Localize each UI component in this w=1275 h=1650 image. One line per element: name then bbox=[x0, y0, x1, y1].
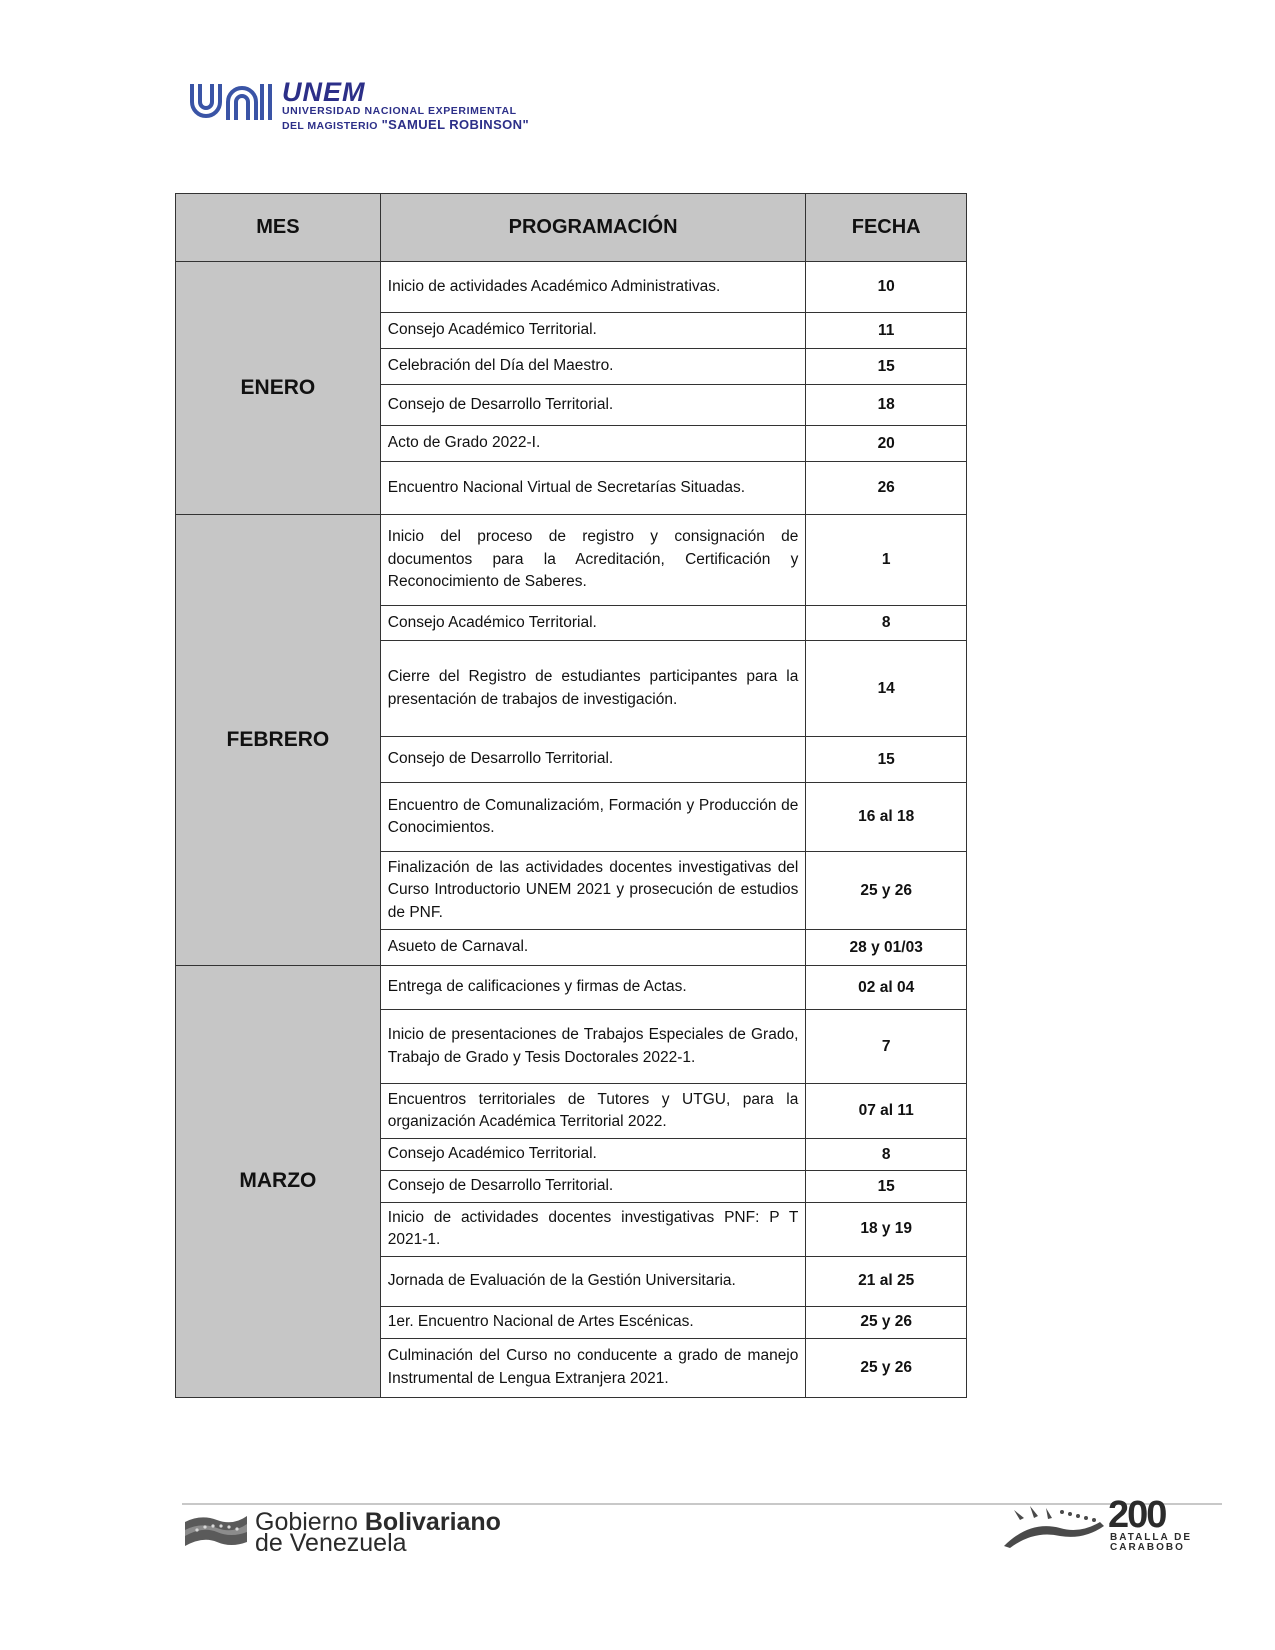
fecha-cell: 11 bbox=[806, 313, 967, 349]
fecha-cell: 10 bbox=[806, 262, 967, 313]
fecha-cell: 26 bbox=[806, 462, 967, 515]
logo-wordmark: UNEM bbox=[282, 77, 366, 107]
fecha-cell: 20 bbox=[806, 426, 967, 462]
programacion-cell: Encuentros territoriales de Tutores y UTGU, para la organización Académica Territorial 2022. bbox=[380, 1084, 806, 1139]
fecha-cell: 07 al 11 bbox=[806, 1084, 967, 1139]
header-programacion: PROGRAMACIÓN bbox=[380, 194, 806, 262]
table-header-row bbox=[176, 194, 967, 262]
programacion-cell: Consejo Académico Territorial. bbox=[380, 1139, 806, 1171]
gobierno-bolivariano-logo bbox=[183, 1508, 603, 1557]
programacion-cell: 1er. Encuentro Nacional de Artes Escénicas. bbox=[380, 1306, 806, 1338]
gob-word-gobierno: Gobierno bbox=[255, 1508, 358, 1536]
fecha-cell: 1 bbox=[806, 515, 967, 606]
calendar-body bbox=[176, 262, 967, 1398]
fecha-cell: 18 y 19 bbox=[806, 1203, 967, 1257]
horse-emblem-icon bbox=[1000, 1500, 1110, 1550]
flag-icon bbox=[183, 1508, 249, 1554]
programacion-cell: Consejo de Desarrollo Territorial. bbox=[380, 737, 806, 783]
gob-line-2: de Venezuela bbox=[255, 1529, 407, 1557]
logo-line-2-name: "SAMUEL ROBINSON" bbox=[381, 117, 530, 132]
table-row bbox=[176, 262, 967, 313]
programacion-cell: Consejo Académico Territorial. bbox=[380, 313, 806, 349]
programacion-cell: Cierre del Registro de estudiantes participantes para la presentación de trabajos de investigación. bbox=[380, 641, 806, 737]
month-cell: MARZO bbox=[176, 966, 381, 1398]
programacion-cell: Consejo de Desarrollo Territorial. bbox=[380, 385, 806, 426]
fecha-cell: 25 y 26 bbox=[806, 852, 967, 930]
programacion-cell: Celebración del Día del Maestro. bbox=[380, 349, 806, 385]
gob-word-bolivariano: Bolivariano bbox=[364, 1508, 501, 1536]
programacion-cell: Inicio de actividades docentes investigativas PNF: P T 2021-1. bbox=[380, 1203, 806, 1257]
programacion-cell: Finalización de las actividades docentes investigativas del Curso Introductorio UNEM 2021 y prosecución de estudios de PNF. bbox=[380, 852, 806, 930]
month-cell: FEBRERO bbox=[176, 515, 381, 966]
programacion-cell: Encuentro de Comunalizacióm, Formación y Producción de Conocimientos. bbox=[380, 783, 806, 852]
fecha-cell: 15 bbox=[806, 737, 967, 783]
academic-calendar-table bbox=[175, 193, 967, 1398]
programacion-cell: Inicio de presentaciones de Trabajos Especiales de Grado, Trabajo de Grado y Tesis Doctorales 2022-1. bbox=[380, 1010, 806, 1084]
fecha-cell: 8 bbox=[806, 1139, 967, 1171]
header-mes: MES bbox=[176, 194, 381, 262]
logo-line-1: UNIVERSIDAD NACIONAL EXPERIMENTAL bbox=[282, 105, 517, 117]
table-row bbox=[176, 966, 967, 1010]
bat-line-2: CARABOBO bbox=[1110, 1542, 1185, 1553]
programacion-cell: Inicio del proceso de registro y consignación de documentos para la Acreditación, Certificación y Reconocimiento de Saberes. bbox=[380, 515, 806, 606]
fecha-cell: 8 bbox=[806, 606, 967, 641]
logo-line-2-prefix: DEL MAGISTERIO bbox=[282, 120, 378, 132]
logo-line-2 bbox=[282, 117, 529, 132]
unem-emblem-icon bbox=[188, 80, 278, 124]
fecha-cell: 14 bbox=[806, 641, 967, 737]
programacion-cell: Encuentro Nacional Virtual de Secretarías Situadas. bbox=[380, 462, 806, 515]
fecha-cell: 02 al 04 bbox=[806, 966, 967, 1010]
fecha-cell: 21 al 25 bbox=[806, 1256, 967, 1306]
programacion-cell: Asueto de Carnaval. bbox=[380, 930, 806, 966]
fecha-cell: 18 bbox=[806, 385, 967, 426]
programacion-cell: Jornada de Evaluación de la Gestión Universitaria. bbox=[380, 1256, 806, 1306]
programacion-cell: Inicio de actividades Académico Administrativas. bbox=[380, 262, 806, 313]
fecha-cell: 15 bbox=[806, 1171, 967, 1203]
batalla-carabobo-logo bbox=[1000, 1494, 1222, 1553]
programacion-cell: Entrega de calificaciones y firmas de Actas. bbox=[380, 966, 806, 1010]
fecha-cell: 28 y 01/03 bbox=[806, 930, 967, 966]
programacion-cell: Consejo de Desarrollo Territorial. bbox=[380, 1171, 806, 1203]
fecha-cell: 25 y 26 bbox=[806, 1338, 967, 1397]
fecha-cell: 15 bbox=[806, 349, 967, 385]
programacion-cell: Acto de Grado 2022-I. bbox=[380, 426, 806, 462]
programacion-cell: Consejo Académico Territorial. bbox=[380, 606, 806, 641]
bat-number: 200 bbox=[1108, 1494, 1166, 1536]
fecha-cell: 7 bbox=[806, 1010, 967, 1084]
programacion-cell: Culminación del Curso no conducente a grado de manejo Instrumental de Lengua Extranjera 2021. bbox=[380, 1338, 806, 1397]
month-cell: ENERO bbox=[176, 262, 381, 515]
header-fecha: FECHA bbox=[806, 194, 967, 262]
unem-logo bbox=[188, 77, 608, 132]
fecha-cell: 16 al 18 bbox=[806, 783, 967, 852]
bat-line-1: BATALLA DE bbox=[1110, 1532, 1193, 1543]
table-row bbox=[176, 515, 967, 606]
fecha-cell: 25 y 26 bbox=[806, 1306, 967, 1338]
